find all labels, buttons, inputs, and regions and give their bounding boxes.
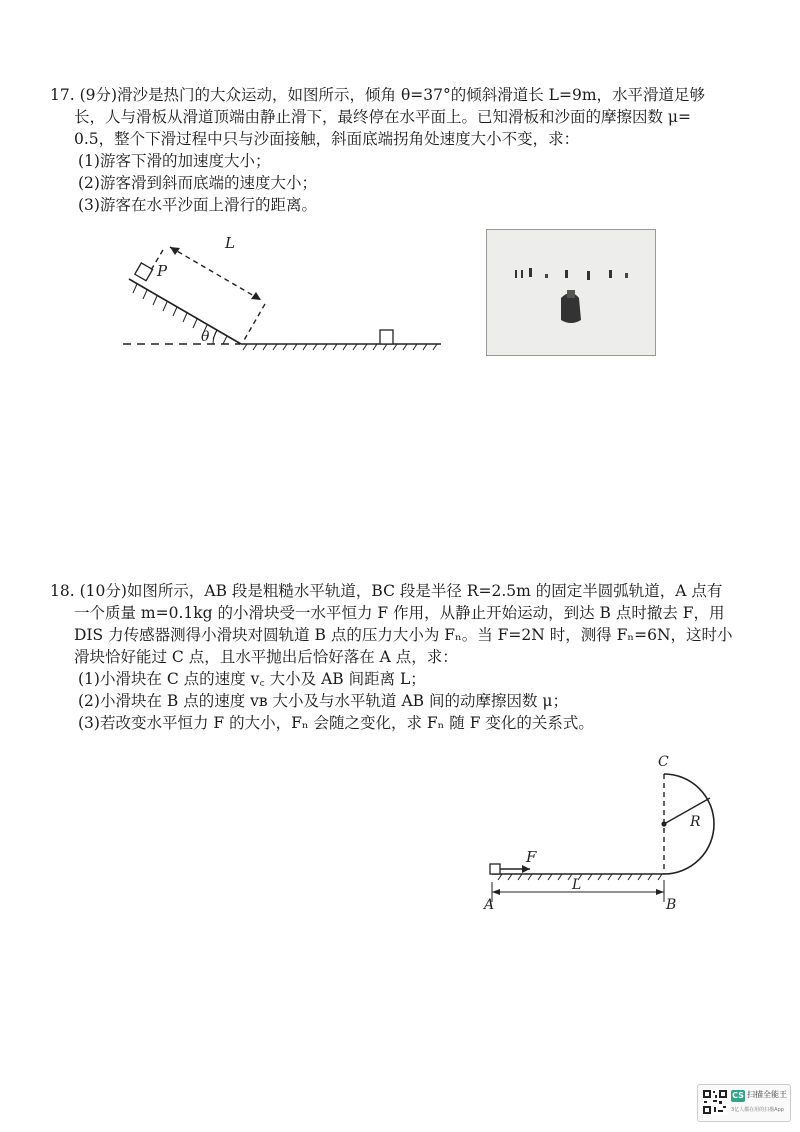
q17-sub-1: (1)游客下滑的加速度大小； bbox=[78, 152, 271, 170]
q17-line-3: 0.5，整个下滑过程中只与沙面接触，斜面底端拐角处速度大小不变，求： bbox=[74, 130, 580, 148]
incline-hatching bbox=[133, 284, 227, 344]
camscanner-subtitle: 3亿人都在用的扫描App bbox=[731, 1107, 784, 1113]
incline-surface bbox=[129, 279, 241, 344]
q17-line-1: 17. (9分)滑沙是热门的大众运动，如图所示，倾角 θ=37°的倾斜滑道长 L=9m，水平滑道足够 bbox=[50, 86, 706, 104]
center-dot bbox=[661, 821, 666, 826]
angle-arc bbox=[213, 330, 217, 344]
question-17 bbox=[50, 84, 750, 216]
camscanner-logo: CS bbox=[732, 1091, 744, 1100]
label-l-18: L bbox=[572, 877, 582, 893]
q18-line-2: 一个质量 m=0.1kg 的小滑块受一水平恒力 F 作用，从静止开始运动，到达 B 点时撤去 F，用 bbox=[74, 604, 725, 622]
question-18 bbox=[50, 580, 750, 734]
label-b: B bbox=[666, 897, 677, 913]
ground-hatching bbox=[243, 344, 437, 350]
label-p: P bbox=[157, 262, 168, 280]
q18-line-4: 滑块恰好能过 C 点，且水平抛出后恰好落在 A 点，求： bbox=[74, 648, 458, 666]
block-ground bbox=[380, 330, 393, 344]
sand-slide-photo bbox=[486, 229, 656, 356]
q18-sub-2: (2)小滑块在 B 点的速度 vʙ 大小及与水平轨道 AB 间的动摩擦因数 μ； bbox=[78, 692, 568, 710]
label-r: R bbox=[690, 814, 701, 830]
q17-sub-3: (3)游客在水平沙面上滑行的距离。 bbox=[78, 196, 317, 214]
q17-sub-2: (2)游客滑到斜而底端的速度大小； bbox=[78, 174, 317, 192]
radius-line bbox=[664, 798, 710, 824]
q18-line-3: DIS 力传感器测得小滑块对圆轨道 B 点的压力大小为 Fₙ。当 F=2N 时，测得 Fₙ=6N，这时小 bbox=[74, 626, 733, 644]
label-l: L bbox=[225, 234, 235, 252]
label-a: A bbox=[484, 897, 495, 913]
label-f: F bbox=[526, 848, 537, 866]
photo-content bbox=[487, 230, 655, 355]
qr-code-icon bbox=[702, 1089, 728, 1115]
label-c: C bbox=[658, 754, 669, 770]
block-p bbox=[135, 263, 153, 281]
semicircle-track-diagram bbox=[478, 752, 738, 914]
incline-diagram bbox=[115, 232, 450, 362]
slider-block bbox=[490, 864, 500, 874]
q18-sub-3: (3)若改变水平恒力 F 的大小，Fₙ 会随之变化，求 Fₙ 随 F 变化的关系式。 bbox=[78, 714, 594, 732]
semicircle-arc bbox=[664, 774, 714, 874]
length-arrow bbox=[170, 247, 261, 300]
q17-line-2: 长，人与滑板从滑道顶端由静止滑下，最终停在水平面上。已知滑板和沙面的摩擦因数 μ= bbox=[74, 108, 691, 126]
camscanner-name: 扫描全能王 bbox=[747, 1090, 787, 1099]
camscanner-watermark bbox=[697, 1084, 791, 1122]
label-theta: θ bbox=[201, 329, 210, 345]
q18-line-1: 18. (10分)如图所示，AB 段是粗糙水平轨道，BC 段是半径 R=2.5m 的固定半圆弧轨道，A 点有 bbox=[50, 582, 723, 600]
q18-sub-1: (1)小滑块在 C 点的速度 v꜀ 大小及 AB 间距离 L； bbox=[78, 670, 426, 688]
